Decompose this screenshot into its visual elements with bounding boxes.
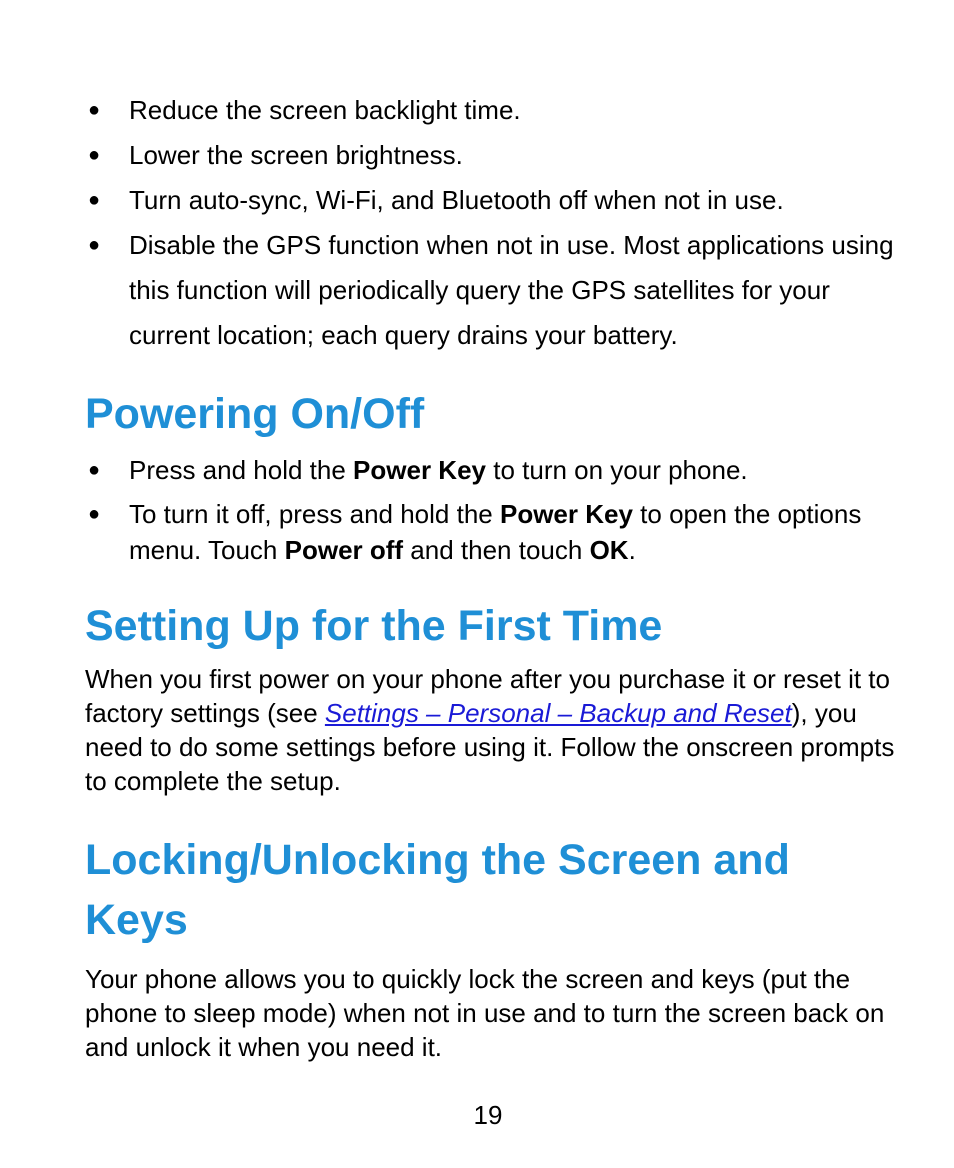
page-number: 19 bbox=[473, 1100, 503, 1130]
setup-paragraph bbox=[85, 662, 905, 798]
bullet-icon: ● bbox=[88, 503, 101, 525]
powering-list bbox=[85, 452, 905, 576]
battery-tips-list bbox=[85, 88, 905, 358]
item-text: to open the options menu. Touch bbox=[129, 499, 862, 565]
paragraph-text: When you first power on your phone after you purchase it or reset it to factory settings (see bbox=[85, 664, 890, 728]
key-name: Power Key bbox=[353, 455, 486, 485]
tip-text: Reduce the screen backlight time. bbox=[129, 95, 521, 125]
section-heading-setup: Setting Up for the First Time bbox=[85, 602, 663, 650]
option-name: Power off bbox=[284, 535, 404, 565]
section-heading-locking: Locking/Unlocking the Screen and Keys bbox=[85, 836, 790, 944]
tip-text: Disable the GPS function when not in use. Most applications using this function will periodically query the GPS satellites for your current location; each query drains your battery. bbox=[129, 230, 894, 350]
item-text: To turn it off, press and hold the bbox=[129, 499, 500, 529]
bullet-icon: ● bbox=[88, 459, 101, 481]
bullet-icon: ● bbox=[88, 189, 101, 211]
bullet-icon: ● bbox=[88, 234, 101, 256]
item-text: . bbox=[628, 535, 636, 565]
option-name: OK bbox=[589, 535, 629, 565]
item-text: Press and hold the bbox=[129, 455, 354, 485]
locking-paragraph: Your phone allows you to quickly lock the screen and keys (put the phone to sleep mode) when not in use and to turn the screen back on and unlock it when you need it. bbox=[85, 964, 885, 1062]
section-heading-powering: Powering On/Off bbox=[85, 390, 425, 438]
key-name: Power Key bbox=[499, 499, 633, 529]
item-text: to turn on your phone. bbox=[486, 455, 748, 485]
list-item bbox=[85, 133, 905, 178]
list-item bbox=[85, 496, 905, 568]
list-item bbox=[85, 452, 905, 488]
list-item bbox=[85, 223, 905, 358]
tip-text: Lower the screen brightness. bbox=[129, 140, 463, 170]
list-item bbox=[85, 178, 905, 223]
paragraph-text: ), you need to do some settings before using it. Follow the onscreen prompts to complete the setup. bbox=[85, 698, 895, 796]
bullet-icon: ● bbox=[88, 99, 101, 121]
backup-reset-link[interactable]: Settings – Personal – Backup and Reset bbox=[324, 698, 792, 728]
list-item bbox=[85, 88, 905, 133]
bullet-icon: ● bbox=[88, 144, 101, 166]
item-text: and then touch bbox=[403, 535, 590, 565]
tip-text: Turn auto-sync, Wi-Fi, and Bluetooth off when not in use. bbox=[129, 185, 784, 215]
